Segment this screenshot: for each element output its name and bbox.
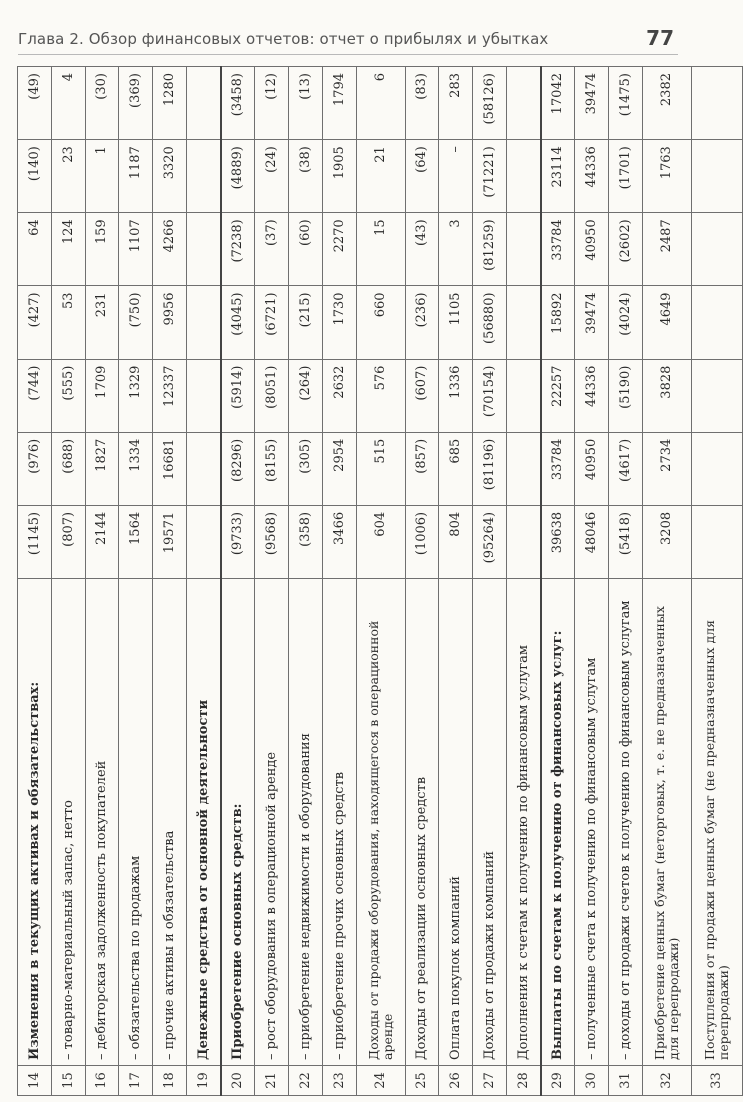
- value-cell: [691, 505, 742, 578]
- value-cell: 4266: [153, 213, 187, 286]
- value-cell: 1329: [119, 359, 153, 432]
- value-cell: 2144: [85, 505, 119, 578]
- value-cell: 159: [85, 213, 119, 286]
- value-cell: (305): [289, 432, 323, 505]
- value-cell: (264): [289, 359, 323, 432]
- table-row: [186, 67, 220, 1096]
- value-cell: 53: [51, 286, 85, 359]
- value-cell: 231: [85, 286, 119, 359]
- row-number: 24: [356, 1065, 405, 1095]
- row-label: – рост оборудования в операционной аренде: [255, 579, 289, 1066]
- value-cell: 2487: [642, 213, 691, 286]
- row-number: 22: [289, 1065, 323, 1095]
- value-cell: [186, 432, 220, 505]
- value-cell: (71221): [473, 140, 507, 213]
- value-cell: (688): [51, 432, 85, 505]
- value-cell: 19571: [153, 505, 187, 578]
- value-cell: 23: [51, 140, 85, 213]
- value-cell: 16681: [153, 432, 187, 505]
- row-label: Оплата покупок компаний: [439, 579, 473, 1066]
- value-cell: 1: [85, 140, 119, 213]
- table-row: [642, 67, 691, 1096]
- table-row: [221, 67, 255, 1096]
- value-cell: 44336: [575, 359, 609, 432]
- table-row: [119, 67, 153, 1096]
- row-label: Поступления от продажи ценных бумаг (не предназначенных для перепродажи): [691, 579, 742, 1066]
- value-cell: (30): [85, 67, 119, 140]
- table-row: [575, 67, 609, 1096]
- value-cell: 3208: [642, 505, 691, 578]
- value-cell: (4617): [609, 432, 643, 505]
- row-number: 25: [405, 1065, 439, 1095]
- table-row: [51, 67, 85, 1096]
- table-row: [609, 67, 643, 1096]
- value-cell: 15892: [541, 286, 575, 359]
- row-label: Приобретение основных средств:: [221, 579, 255, 1066]
- table-row: [473, 67, 507, 1096]
- value-cell: [186, 140, 220, 213]
- value-cell: [186, 213, 220, 286]
- row-number: 18: [153, 1065, 187, 1095]
- value-cell: 4: [51, 67, 85, 140]
- row-label: Доходы от реализации основных средств: [405, 579, 439, 1066]
- row-label: – прочие активы и обязательства: [153, 579, 187, 1066]
- value-cell: (13): [289, 67, 323, 140]
- value-cell: 2632: [322, 359, 356, 432]
- table-row: [322, 67, 356, 1096]
- value-cell: 2270: [322, 213, 356, 286]
- value-cell: (1701): [609, 140, 643, 213]
- row-label: – приобретение прочих основных средств: [322, 579, 356, 1066]
- value-cell: (49): [18, 67, 52, 140]
- value-cell: [506, 286, 540, 359]
- value-cell: (56880): [473, 286, 507, 359]
- row-number: 20: [221, 1065, 255, 1095]
- value-cell: 1827: [85, 432, 119, 505]
- value-cell: 1709: [85, 359, 119, 432]
- value-cell: 39474: [575, 286, 609, 359]
- value-cell: 804: [439, 505, 473, 578]
- value-cell: 604: [356, 505, 405, 578]
- value-cell: [186, 286, 220, 359]
- value-cell: 6: [356, 67, 405, 140]
- value-cell: (64): [405, 140, 439, 213]
- value-cell: (976): [18, 432, 52, 505]
- value-cell: 1334: [119, 432, 153, 505]
- value-cell: (60): [289, 213, 323, 286]
- row-label: – товарно-материальный запас, нетто: [51, 579, 85, 1066]
- value-cell: (38): [289, 140, 323, 213]
- value-cell: 12337: [153, 359, 187, 432]
- value-cell: 17042: [541, 67, 575, 140]
- value-cell: [506, 359, 540, 432]
- value-cell: [186, 505, 220, 578]
- value-cell: 515: [356, 432, 405, 505]
- value-cell: 1187: [119, 140, 153, 213]
- value-cell: [691, 140, 742, 213]
- value-cell: [506, 67, 540, 140]
- table-row: [439, 67, 473, 1096]
- value-cell: 1107: [119, 213, 153, 286]
- value-cell: (9568): [255, 505, 289, 578]
- row-number: 16: [85, 1065, 119, 1095]
- value-cell: (607): [405, 359, 439, 432]
- value-cell: 40950: [575, 213, 609, 286]
- row-number: 30: [575, 1065, 609, 1095]
- row-label: – дебиторская задолженность покупателей: [85, 579, 119, 1066]
- row-number: 21: [255, 1065, 289, 1095]
- value-cell: (427): [18, 286, 52, 359]
- row-label: – полученные счета к получению по финансовым услугам: [575, 579, 609, 1066]
- value-cell: (81259): [473, 213, 507, 286]
- page-number: 77: [646, 26, 674, 50]
- value-cell: 64: [18, 213, 52, 286]
- value-cell: (555): [51, 359, 85, 432]
- value-cell: (4889): [221, 140, 255, 213]
- value-cell: (6721): [255, 286, 289, 359]
- row-number: 19: [186, 1065, 220, 1095]
- value-cell: 44336: [575, 140, 609, 213]
- value-cell: (744): [18, 359, 52, 432]
- value-cell: 39474: [575, 67, 609, 140]
- table-row: [153, 67, 187, 1096]
- value-cell: 2734: [642, 432, 691, 505]
- row-number: 17: [119, 1065, 153, 1095]
- row-number: 23: [322, 1065, 356, 1095]
- value-cell: 2382: [642, 67, 691, 140]
- table-row: [691, 67, 742, 1096]
- table-row: [255, 67, 289, 1096]
- row-number: 15: [51, 1065, 85, 1095]
- value-cell: [506, 140, 540, 213]
- value-cell: (7238): [221, 213, 255, 286]
- table-row: [506, 67, 540, 1096]
- value-cell: 1905: [322, 140, 356, 213]
- value-cell: 1336: [439, 359, 473, 432]
- value-cell: [691, 359, 742, 432]
- row-label: – доходы от продажи счетов к получению по финансовым услугам: [609, 579, 643, 1066]
- value-cell: (857): [405, 432, 439, 505]
- value-cell: (5914): [221, 359, 255, 432]
- value-cell: (5190): [609, 359, 643, 432]
- value-cell: [691, 286, 742, 359]
- value-cell: (24): [255, 140, 289, 213]
- value-cell: [186, 67, 220, 140]
- row-label: – приобретение недвижимости и оборудования: [289, 579, 323, 1066]
- value-cell: [506, 213, 540, 286]
- value-cell: 1105: [439, 286, 473, 359]
- row-number: 28: [506, 1065, 540, 1095]
- value-cell: 2954: [322, 432, 356, 505]
- value-cell: (1145): [18, 505, 52, 578]
- value-cell: –: [439, 140, 473, 213]
- value-cell: 1730: [322, 286, 356, 359]
- row-label: Выплаты по счетам к получению от финансовых услуг:: [541, 579, 575, 1066]
- value-cell: 33784: [541, 432, 575, 505]
- value-cell: 39638: [541, 505, 575, 578]
- row-label: – обязательства по продажам: [119, 579, 153, 1066]
- value-cell: 1564: [119, 505, 153, 578]
- value-cell: (1475): [609, 67, 643, 140]
- value-cell: 3828: [642, 359, 691, 432]
- value-cell: (358): [289, 505, 323, 578]
- value-cell: (81196): [473, 432, 507, 505]
- cash-flow-table: [17, 66, 743, 1096]
- value-cell: 3320: [153, 140, 187, 213]
- value-cell: (750): [119, 286, 153, 359]
- rotated-table-wrapper: [17, 66, 731, 1096]
- value-cell: (12): [255, 67, 289, 140]
- value-cell: (43): [405, 213, 439, 286]
- value-cell: 23114: [541, 140, 575, 213]
- value-cell: (236): [405, 286, 439, 359]
- row-number: 33: [691, 1065, 742, 1095]
- value-cell: 660: [356, 286, 405, 359]
- value-cell: (3458): [221, 67, 255, 140]
- value-cell: 1280: [153, 67, 187, 140]
- value-cell: (5418): [609, 505, 643, 578]
- row-label: Изменения в текущих активах и обязательствах:: [18, 579, 52, 1066]
- value-cell: (4024): [609, 286, 643, 359]
- value-cell: (1006): [405, 505, 439, 578]
- table-row: [405, 67, 439, 1096]
- page-header: [18, 20, 678, 55]
- value-cell: [506, 432, 540, 505]
- value-cell: (2602): [609, 213, 643, 286]
- value-cell: 40950: [575, 432, 609, 505]
- value-cell: [186, 359, 220, 432]
- value-cell: (8296): [221, 432, 255, 505]
- value-cell: [691, 67, 742, 140]
- value-cell: (58126): [473, 67, 507, 140]
- value-cell: 576: [356, 359, 405, 432]
- value-cell: 124: [51, 213, 85, 286]
- value-cell: 15: [356, 213, 405, 286]
- value-cell: (215): [289, 286, 323, 359]
- value-cell: (70154): [473, 359, 507, 432]
- value-cell: 685: [439, 432, 473, 505]
- row-label: Доходы от продажи оборудования, находящегося в операционной аренде: [356, 579, 405, 1066]
- table-row: [18, 67, 52, 1096]
- value-cell: (140): [18, 140, 52, 213]
- row-label: Денежные средства от основной деятельности: [186, 579, 220, 1066]
- row-label: Приобретение ценных бумаг (неторговых, т. е. не предназначенных для перепродажи): [642, 579, 691, 1066]
- value-cell: 22257: [541, 359, 575, 432]
- row-label: Доходы от продажи компаний: [473, 579, 507, 1066]
- value-cell: (8051): [255, 359, 289, 432]
- value-cell: [506, 505, 540, 578]
- row-number: 32: [642, 1065, 691, 1095]
- table-row: [541, 67, 575, 1096]
- value-cell: 33784: [541, 213, 575, 286]
- table-row: [356, 67, 405, 1096]
- row-label: Дополнения к счетам к получению по финансовым услугам: [506, 579, 540, 1066]
- row-number: 26: [439, 1065, 473, 1095]
- value-cell: 4649: [642, 286, 691, 359]
- row-number: 29: [541, 1065, 575, 1095]
- value-cell: 48046: [575, 505, 609, 578]
- table-row: [85, 67, 119, 1096]
- value-cell: (9733): [221, 505, 255, 578]
- row-number: 27: [473, 1065, 507, 1095]
- value-cell: (83): [405, 67, 439, 140]
- row-number: 14: [18, 1065, 52, 1095]
- value-cell: 1794: [322, 67, 356, 140]
- value-cell: [691, 213, 742, 286]
- row-number: 31: [609, 1065, 643, 1095]
- value-cell: (369): [119, 67, 153, 140]
- value-cell: (807): [51, 505, 85, 578]
- value-cell: [691, 432, 742, 505]
- value-cell: 283: [439, 67, 473, 140]
- table-row: [289, 67, 323, 1096]
- value-cell: (95264): [473, 505, 507, 578]
- value-cell: (8155): [255, 432, 289, 505]
- value-cell: 21: [356, 140, 405, 213]
- value-cell: (4045): [221, 286, 255, 359]
- value-cell: 9956: [153, 286, 187, 359]
- value-cell: 3: [439, 213, 473, 286]
- value-cell: 1763: [642, 140, 691, 213]
- value-cell: 3466: [322, 505, 356, 578]
- chapter-title: Глава 2. Обзор финансовых отчетов: отчет о прибылях и убытках: [18, 30, 549, 48]
- value-cell: (37): [255, 213, 289, 286]
